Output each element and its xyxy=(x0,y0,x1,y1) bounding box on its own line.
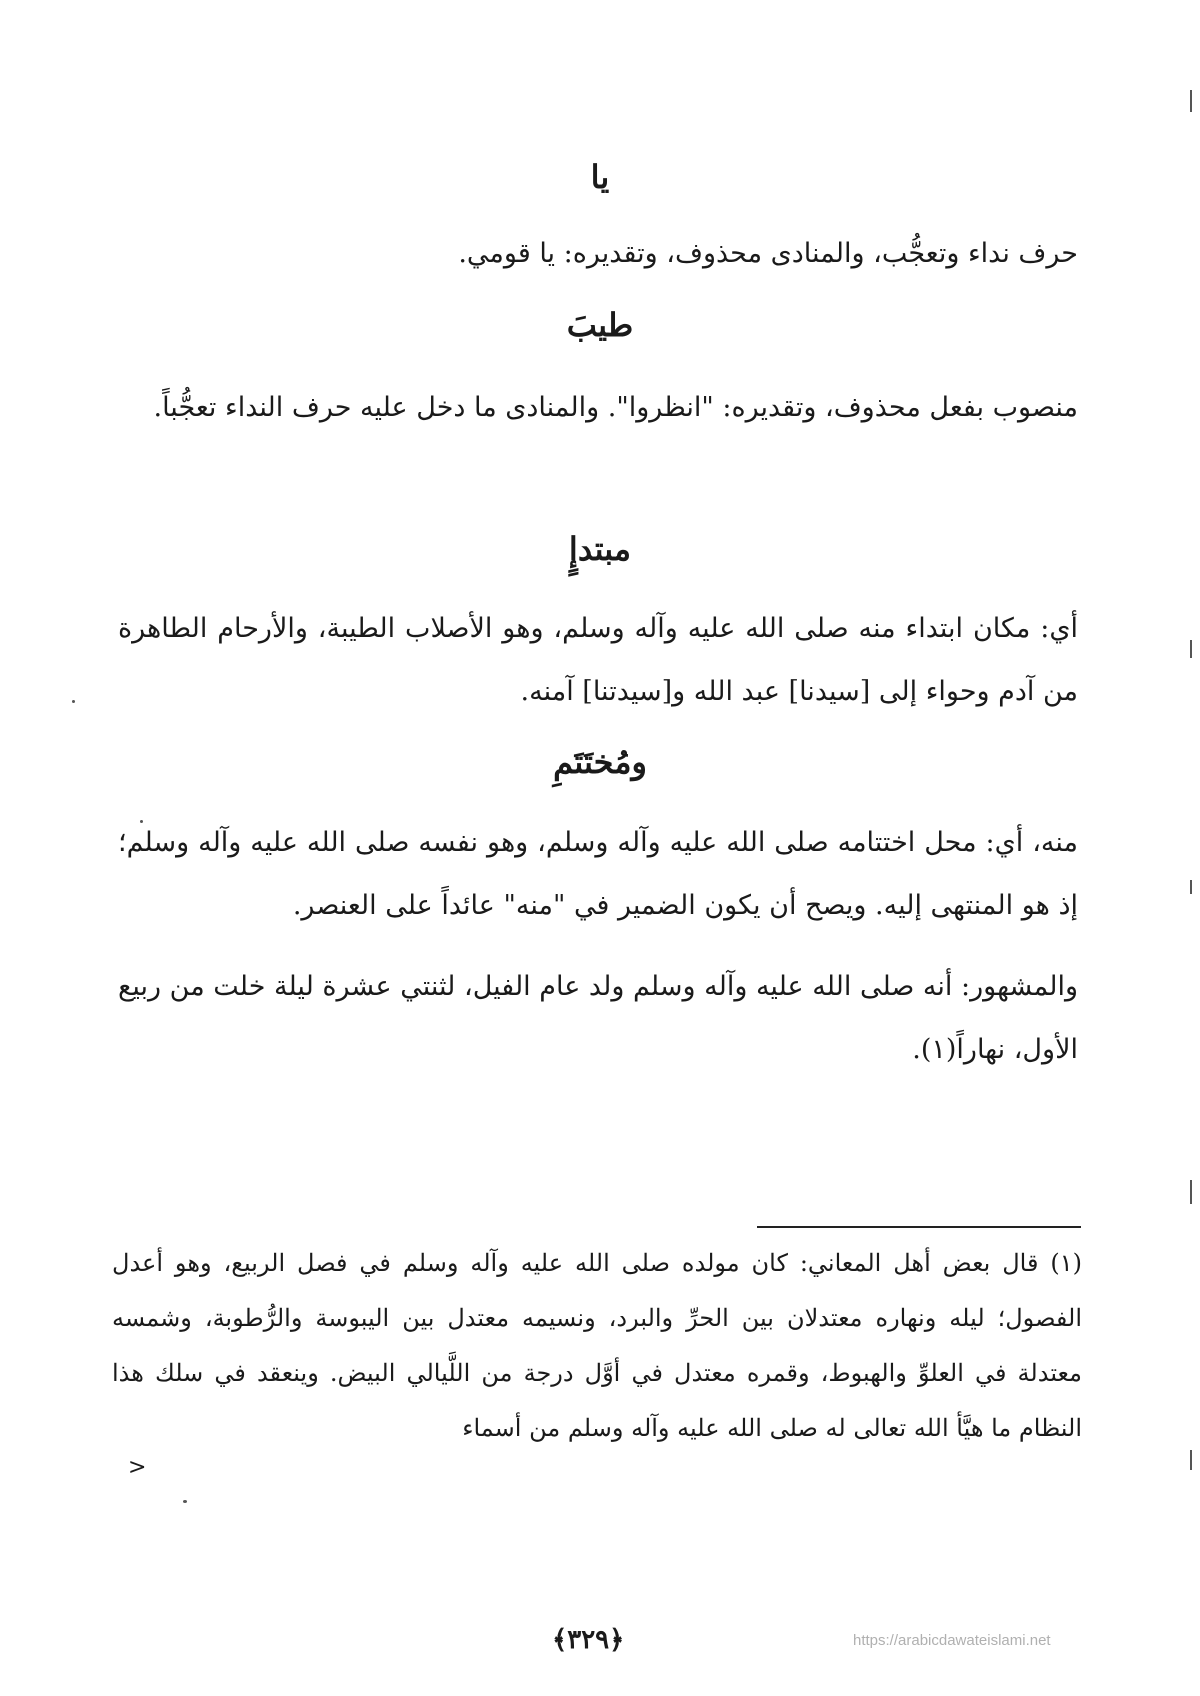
paragraph-mashhur: والمشهور: أنه صلى الله عليه وآله وسلم ولد عام الفيل، لثنتي عشرة ليلة خلت من ربيع الأول، نهاراً(١). xyxy=(118,971,1078,1065)
scan-edge-mark xyxy=(1190,880,1192,894)
scan-speck xyxy=(72,700,75,703)
scan-edge-mark xyxy=(1190,1180,1192,1204)
section-heading-tayyiba: طيبَ xyxy=(566,306,634,344)
scan-edge-mark xyxy=(1190,1450,1192,1470)
section-heading-ya: يا xyxy=(590,158,610,196)
scan-speck xyxy=(183,1500,187,1503)
paragraph-tayyiba: منصوب بفعل محذوف، وتقديره: "انظروا". والمنادى ما دخل عليه حرف النداء تعجُّباً. xyxy=(153,392,1078,423)
footnote-text: (١) قال بعض أهل المعاني: كان مولده صلى الله عليه وآله وسلم في فصل الربيع، وهو أعدل الفصول؛ ليله ونهاره معتدلان بين الحرِّ والبرد، ونسيمه معتدل بين اليبوسة والرُّطوبة، وشمسه معتدلة في العلوِّ والهبوط، وقمره معتدل في أوَّل درجة من اللَّيالي البيض. وينعقد في سلك هذا النظام ما هيَّأ الله تعالى له صلى الله عليه وآله وسلم من أسماء xyxy=(112,1249,1082,1442)
paragraph-ya: حرف نداء وتعجُّب، والمنادى محذوف، وتقديره: يا قومي. xyxy=(458,238,1078,269)
paragraph-mukhtatam: منه، أي: محل اختتامه صلى الله عليه وآله وسلم، وهو نفسه صلى الله عليه وآله وسلم؛ إذ هو المنتهى إليه. ويصح أن يكون الضمير في "منه" عائداً على العنصر. xyxy=(118,827,1078,921)
paragraph-mubtada: أي: مكان ابتداء منه صلى الله عليه وآله وسلم، وهو الأصلاب الطيبة، والأرحام الطاهرة من آدم وحواء إلى [سيدنا] عبد الله و[سيدتنا] آمنه. xyxy=(118,613,1078,707)
section-heading-mukhtatam: ومُختَتَمِ xyxy=(553,743,647,781)
section-heading-mubtada: مبتدإٍ xyxy=(568,530,632,568)
scan-speck xyxy=(140,820,143,823)
scan-edge-mark xyxy=(1190,90,1192,112)
watermark-url: https://arabicdawateislami.net xyxy=(853,1632,1051,1649)
footnote-continuation-mark: > xyxy=(128,1455,147,1480)
page-number: ﴿٣٢٩﴾ xyxy=(552,1625,625,1655)
scan-edge-mark xyxy=(1190,640,1192,658)
footnote-separator xyxy=(757,1226,1081,1228)
